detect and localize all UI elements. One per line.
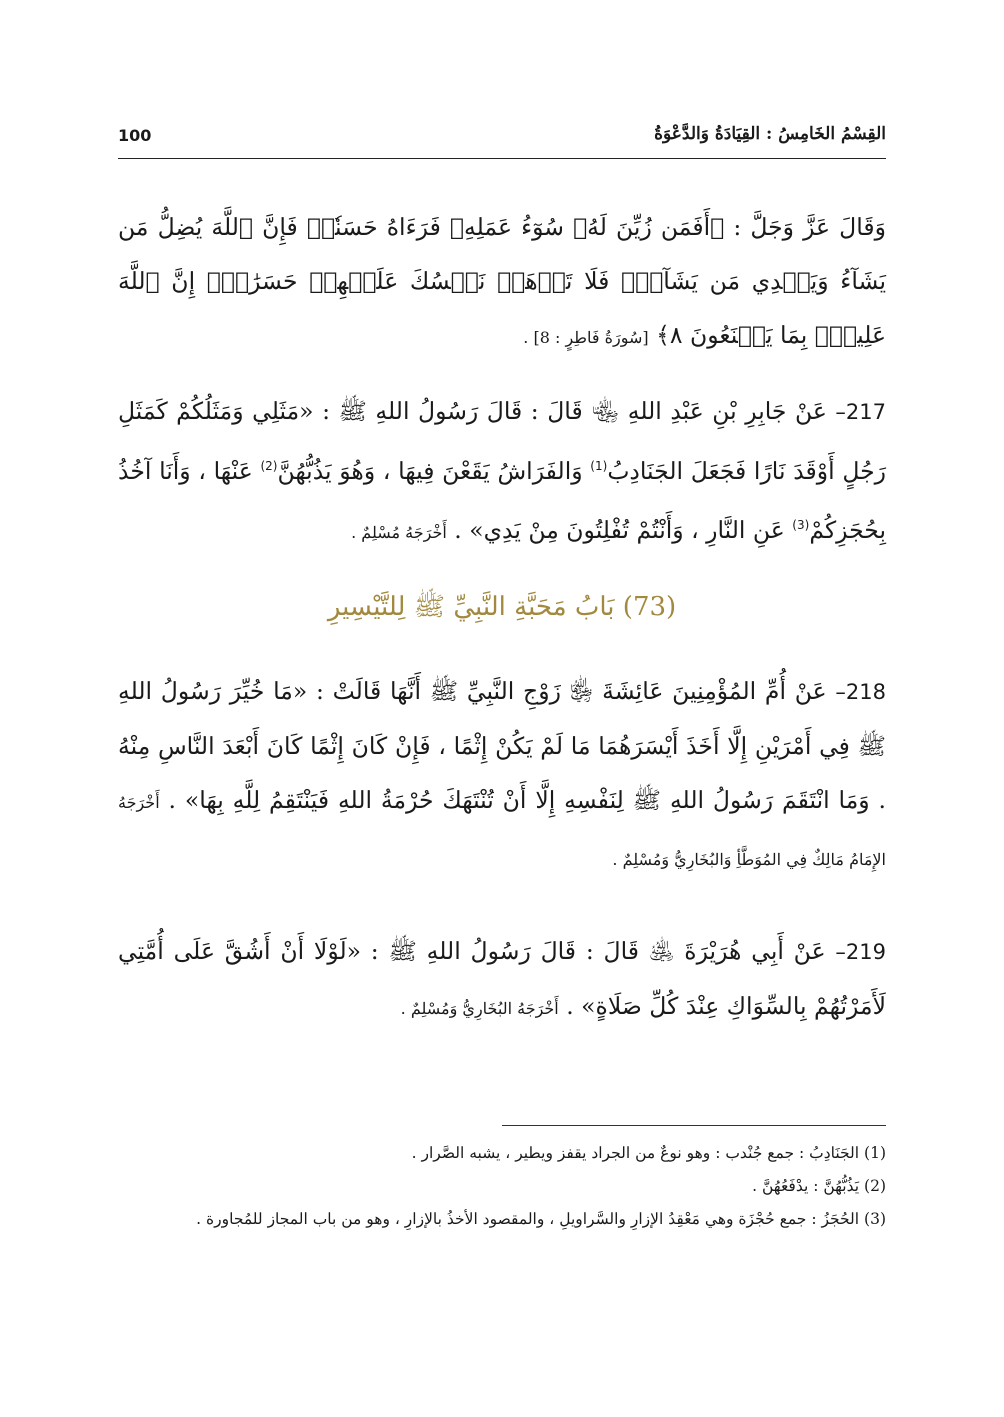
footnote-marker: (3) — [864, 1210, 886, 1228]
footnote-3 — [118, 1204, 886, 1235]
hadith-text-part: عَنِ النَّارِ ، وَأَنْتُمْ تُفْلِتُونَ مِنْ يَدِي» . — [454, 515, 785, 544]
book-page — [118, 0, 886, 1417]
section-title: القِسْمُ الخَامِسُ : القِيَادَةُ وَالدَّعْوَةُ — [654, 124, 886, 144]
footnote-marker: (2) — [864, 1177, 886, 1195]
hadith-number: 217– — [835, 400, 886, 424]
hadith-219 — [118, 924, 886, 1036]
hadith-text: عَنْ أُمِّ المُؤْمِنِينَ عَائِشَةَ ﵂ زَوْجِ النَّبِيِّ ﷺ أَنَّهَا قَالَتْ : «مَا خُيِّرَ رَسُولُ اللهِ ﷺ فِي أَمْرَيْنِ إِلَّا أَخَذَ أَيْسَرَهُمَا مَا لَمْ يَكُنْ إِثْمًا ، فَإِنْ كَانَ إِثْمًا كَانَ أَبْعَدَ النَّاسِ مِنْهُ . وَمَا انْتَقَمَ رَسُولُ اللهِ ﷺ لِنَفْسِهِ إِلَّا أَنْ تُنْتَهَكَ حُرْمَةُ اللهِ فَيَنْتَقِمُ لِلَّهِ بِهَا» . — [118, 677, 886, 814]
footnote-marker: (1) — [864, 1144, 886, 1162]
hadith-217 — [118, 384, 886, 560]
footnote-marker[interactable]: (3) — [792, 517, 810, 532]
footnote-text: الجَنَادِبُ : جمع جُنْدب : وهو نوعٌ من الجراد يقفز ويطير ، يشبه الصَّرار . — [411, 1144, 860, 1162]
footnote-text: يَذُبُّهُنَّ : يدْفَعُهُنَّ . — [752, 1177, 860, 1195]
footnote-2 — [118, 1171, 886, 1202]
footnote-marker[interactable]: (1) — [590, 459, 608, 473]
chapter-heading: (73) بَابُ مَحَبَّةِ النَّبِيِّ ﷺ لِلتَّيْسِيرِ — [327, 592, 677, 622]
hadith-source: أَخْرَجَهُ مُسْلِمٌ . — [351, 522, 447, 542]
quran-verse-text: وَقَالَ عَزَّ وَجَلَّ : ﴿أَفَمَن زُيِّنَ لَهُۥ سُوٓءُ عَمَلِهِۦ فَرَءَاهُ حَسَنٗاۖ فَإِنَّ ٱللَّهَ يُضِلُّ مَن يَشَآءُ وَيَهۡدِي مَن يَشَآءُۖ فَلَا تَذۡهَبۡ نَفۡسُكَ عَلَيۡهِمۡ حَسَرَٰتٍۚ إِنَّ ٱللَّهَ عَلِيمُۢ بِمَا يَصۡنَعُونَ ٨﴾ — [118, 213, 886, 349]
footnote-divider — [502, 1125, 886, 1126]
hadith-source: أَخْرَجَهُ البُخَارِيُّ وَمُسْلِمٌ . — [400, 999, 559, 1018]
page-header — [118, 122, 886, 159]
footnote-text: الحُجَزُ : جمع حُجْزَة وهي مَعْقِدُ الإزارِ والسَّراويلِ ، والمقصود الأخذُ بالإزارِ ، وهو من باب المجاز للمُجاورة . — [196, 1210, 860, 1228]
footnote-marker[interactable]: (2) — [260, 459, 278, 473]
hadith-number: 218– — [835, 680, 886, 704]
hadith-text-part: وَالفَرَاشُ يَقَعْنَ فِيهَا ، وَهُوَ يَذُبُّهُنَّ — [277, 456, 583, 485]
hadith-number: 219– — [835, 940, 886, 964]
verse-citation: [سُورَةُ فَاطِرٍ : 8] . — [523, 328, 649, 347]
hadith-218 — [118, 664, 886, 887]
quran-verse-paragraph — [118, 200, 886, 365]
hadith-text-part: عَنْ جَابِرِ بْنِ عَبْدِ اللهِ ﵄ قَالَ : قَالَ رَسُولُ اللهِ ﷺ : «مَثَلِي وَمَثَلُكُمْ كَمَثَلِ رَجُلٍ أَوْقَدَ نَارًا فَجَعَلَ الجَنَادِبُ — [118, 397, 887, 485]
hadith-text: عَنْ أَبِي هُرَيْرَةَ ﵁ قَالَ : قَالَ رَسُولُ اللهِ ﷺ : «لَوْلَا أَنْ أَشُقَّ عَلَى أُمَّتِي لَأَمَرْتُهُمْ بِالسِّوَاكِ عِنْدَ كُلِّ صَلَاةٍ» . — [118, 937, 886, 1020]
footnote-1 — [118, 1138, 886, 1169]
hadith-text-part: عَنْهَا ، وَأَنَا آخُذُ بِحُجَزِكُمْ — [118, 456, 886, 544]
page-number: 100 — [118, 126, 152, 145]
hadith-source: أَخْرَجَهُ الإِمَامُ مَالِكٌ فِي المُوَطَّأِ وَالبُخَارِيُّ وَمُسْلِمٌ . — [118, 793, 886, 869]
footnotes — [118, 1138, 886, 1235]
